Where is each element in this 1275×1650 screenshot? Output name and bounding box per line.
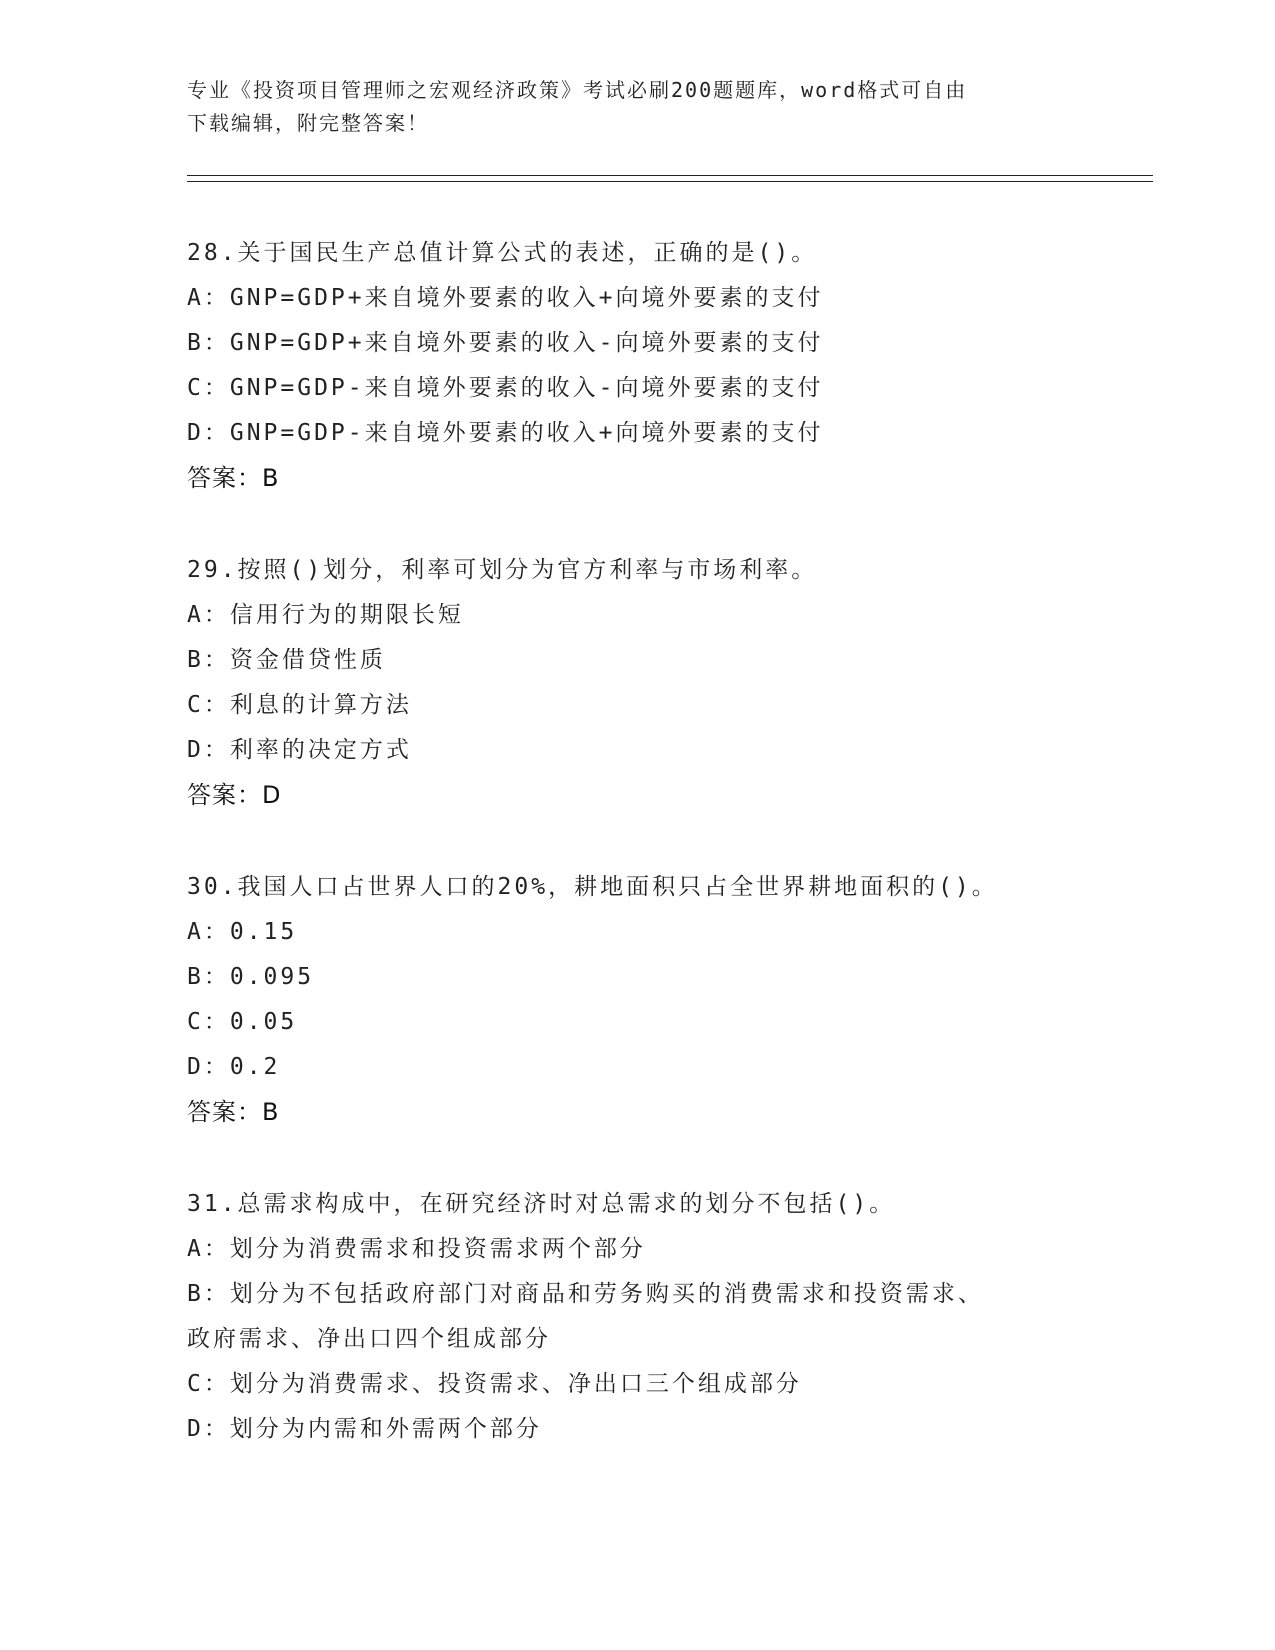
header-line-2: 下载编辑，附完整答案！ xyxy=(187,111,429,135)
question-30-option-a: A：0.15 xyxy=(187,919,298,945)
header-line-1: 专业《投资项目管理师之宏观经济政策》考试必刷200题题库，word格式可自由 xyxy=(187,78,968,102)
question-31-option-c: C：划分为消费需求、投资需求、净出口三个组成部分 xyxy=(187,1371,802,1397)
question-30-option-b: B：0.095 xyxy=(187,964,315,990)
question-31-option-d: D：划分为内需和外需两个部分 xyxy=(187,1416,542,1442)
question-28-answer: 答案：B xyxy=(187,464,280,492)
question-31-option-a: A：划分为消费需求和投资需求两个部分 xyxy=(187,1236,646,1262)
question-29-option-d: D：利率的决定方式 xyxy=(187,737,412,763)
question-31-stem: 31.总需求构成中，在研究经济时对总需求的划分不包括()。 xyxy=(187,1191,896,1217)
question-28-option-d: D：GNP=GDP-来自境外要素的收入+向境外要素的支付 xyxy=(187,420,824,446)
question-28-stem: 28.关于国民生产总值计算公式的表述，正确的是()。 xyxy=(187,240,818,266)
question-29-stem: 29.按照()划分，利率可划分为官方利率与市场利率。 xyxy=(187,557,818,583)
question-28-option-b: B：GNP=GDP+来自境外要素的收入-向境外要素的支付 xyxy=(187,330,824,356)
question-30-stem: 30.我国人口占世界人口的20%，耕地面积只占全世界耕地面积的()。 xyxy=(187,874,998,900)
question-29-option-c: C：利息的计算方法 xyxy=(187,692,412,718)
question-30-answer: 答案：B xyxy=(187,1098,280,1126)
question-29-answer: 答案：D xyxy=(187,781,282,809)
header-divider-top xyxy=(187,175,1153,176)
question-30-option-d: D：0.2 xyxy=(187,1054,281,1080)
question-30-option-c: C：0.05 xyxy=(187,1009,298,1035)
question-29-option-a: A：信用行为的期限长短 xyxy=(187,602,464,628)
question-29-option-b: B：资金借贷性质 xyxy=(187,647,386,673)
document-header xyxy=(187,74,1087,140)
question-31-option-b: B：划分为不包括政府部门对商品和劳务购买的消费需求和投资需求、 xyxy=(187,1281,984,1307)
question-31-option-b-continued: 政府需求、净出口四个组成部分 xyxy=(187,1326,551,1352)
question-28-option-a: A：GNP=GDP+来自境外要素的收入+向境外要素的支付 xyxy=(187,285,824,311)
question-28-option-c: C：GNP=GDP-来自境外要素的收入-向境外要素的支付 xyxy=(187,375,824,401)
header-divider-bottom xyxy=(187,181,1153,182)
